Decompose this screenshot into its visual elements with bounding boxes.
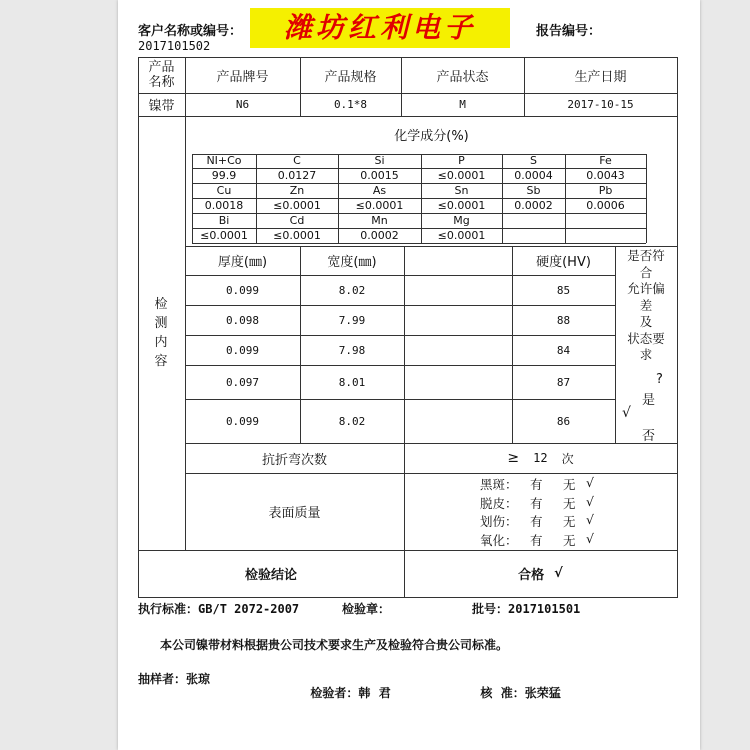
- inspector-name: 韩 君: [358, 686, 391, 700]
- conformity-no: 否: [642, 429, 656, 444]
- dim-thickness-cell: 0.099: [225, 414, 260, 428]
- surface-item-check: √: [586, 512, 594, 527]
- bend-symbol: ≥: [507, 450, 520, 466]
- sampler-name: 张琼: [186, 672, 211, 686]
- chem-element-value: 0.0043: [586, 169, 625, 182]
- surface-item-yes: 有: [530, 514, 543, 529]
- conformity-check: √: [622, 405, 631, 421]
- approver-name: 张荣猛: [524, 686, 561, 700]
- batch-line: [472, 600, 580, 617]
- product-date-value: 2017-10-15: [567, 98, 634, 111]
- product-name-value: 镍带: [148, 99, 175, 114]
- approver-line: [472, 670, 561, 701]
- dim-hardness-cell: 85: [556, 283, 571, 297]
- bend-label: 抗折弯次数: [261, 452, 327, 468]
- customer-label: 客户名称或编号：: [138, 24, 243, 39]
- chem-element-value: 0.0002: [360, 229, 399, 242]
- conformity-yes: 是: [642, 393, 656, 408]
- surface-item-no: 无: [563, 532, 576, 548]
- chem-element-value: ≤0.0001: [437, 199, 486, 212]
- surface-item-yes: 有: [530, 495, 543, 511]
- col-header-state: 产品状态: [436, 69, 489, 85]
- chem-element-value: 0.0015: [360, 169, 399, 182]
- bend-value: [404, 443, 677, 473]
- customer-stamp: 潍坊红利电子: [250, 8, 510, 48]
- chem-element-label: Cu: [216, 184, 232, 197]
- surface-label: 表面质量: [268, 506, 321, 521]
- surface-item-no: 无: [563, 495, 576, 511]
- conclusion-value: [404, 550, 677, 597]
- chem-element-label: As: [372, 184, 387, 197]
- inspection-side-label: 检 测 内 容: [154, 297, 168, 369]
- product-brand-value: N6: [235, 98, 250, 111]
- surface-item-name: 氧化：: [480, 532, 518, 548]
- surface-item-check: √: [586, 475, 594, 490]
- inspector-label: 检验者：: [310, 686, 359, 700]
- report-number-label: 报告编号：: [536, 24, 602, 39]
- conclusion-label: 检验结论: [244, 568, 297, 583]
- standard-line: [138, 600, 299, 617]
- chem-element-value: 0.0002: [514, 199, 553, 212]
- dim-hardness-cell: 87: [556, 375, 571, 389]
- surface-item-name: 黑斑：: [480, 477, 518, 492]
- chem-element-value: ≤0.0001: [437, 229, 486, 242]
- col-header-product-name: 产品 名称: [148, 60, 175, 90]
- seal-label: 检验章：: [342, 602, 391, 616]
- standard-label: 执行标准：: [138, 602, 199, 616]
- surface-item-yes: 有: [530, 477, 543, 492]
- batch-value: 2017101501: [508, 602, 581, 616]
- conclusion-check: √: [554, 566, 563, 581]
- surface-item-no: 无: [563, 477, 576, 492]
- chem-element-label: Mg: [453, 214, 470, 227]
- dim-hardness-cell: 88: [556, 313, 571, 327]
- bend-unit: 次: [561, 451, 574, 466]
- surface-item-yes: 有: [530, 532, 543, 548]
- chem-element-value: 99.9: [211, 169, 237, 182]
- dim-thickness-cell: 0.098: [225, 313, 260, 327]
- chem-element-label: Si: [374, 154, 385, 167]
- dim-thickness-cell: 0.099: [225, 343, 260, 357]
- chem-element-value: ≤0.0001: [200, 229, 248, 242]
- inspector-line: [302, 670, 391, 701]
- conformity-question: 是否符 合 允许偏 差 及 状态要 求: [627, 248, 665, 362]
- chem-element-label: Sb: [526, 184, 541, 197]
- chem-element-label: C: [293, 154, 301, 167]
- hardness-header: 硬度(HV): [536, 255, 591, 270]
- chem-element-value: 0.0006: [586, 199, 625, 212]
- thickness-header: 厚度(㎜): [217, 255, 268, 270]
- sampler-label: 抽样者：: [138, 672, 187, 686]
- sampler-line: [138, 670, 210, 687]
- surface-item-name: 划伤：: [480, 514, 518, 529]
- bend-count: 12: [533, 451, 548, 465]
- dim-thickness-cell: 0.099: [225, 283, 260, 297]
- dim-thickness-cell: 0.097: [225, 375, 260, 389]
- chem-element-value: 0.0018: [204, 199, 244, 212]
- approver-label: 核 准：: [480, 686, 525, 700]
- dim-width-cell: 7.99: [338, 313, 366, 327]
- width-header: 宽度(㎜): [327, 255, 377, 270]
- chem-element-label: Pb: [598, 184, 613, 197]
- standard-value: GB/T 2072-2007: [198, 602, 300, 616]
- chem-element-value: ≤0.0001: [273, 199, 321, 212]
- chem-element-value: 0.0004: [514, 169, 553, 182]
- chem-element-label: Cd: [289, 214, 305, 227]
- chem-element-label: Mn: [371, 214, 388, 227]
- chem-element-label: P: [458, 154, 465, 167]
- chem-element-value: ≤0.0001: [273, 229, 321, 242]
- dim-hardness-cell: 86: [556, 414, 571, 428]
- dim-width-cell: 8.01: [338, 375, 366, 389]
- conclusion-result: 合格: [518, 568, 545, 583]
- col-header-spec: 产品规格: [324, 69, 377, 85]
- chem-element-label: Fe: [599, 154, 612, 167]
- surface-item-check: √: [586, 493, 594, 509]
- chem-element-label: S: [530, 154, 537, 167]
- chem-element-label: Bi: [218, 214, 230, 227]
- compliance-statement: 本公司镍带材料根据贵公司技术要求生产及检验符合贵公司标准。: [160, 638, 509, 652]
- report-number: 2017101502: [138, 39, 211, 53]
- surface-item-check: √: [586, 530, 594, 546]
- col-header-brand: 产品牌号: [216, 69, 269, 85]
- product-state-value: M: [459, 98, 466, 111]
- surface-item-name: 脱皮：: [480, 495, 518, 511]
- chem-element-value: ≤0.0001: [355, 199, 404, 212]
- chem-element-value: ≤0.0001: [437, 169, 486, 182]
- dim-width-cell: 7.98: [338, 343, 366, 357]
- dim-width-cell: 8.02: [338, 283, 366, 297]
- chem-element-value: 0.0127: [277, 169, 317, 182]
- chem-element-label: NI+Co: [206, 154, 242, 167]
- batch-label: 批号：: [472, 602, 509, 616]
- chem-element-label: Zn: [289, 184, 305, 197]
- conformity-qmark: ?: [656, 372, 663, 387]
- chem-element-label: Sn: [454, 184, 469, 197]
- dim-width-cell: 8.02: [338, 414, 366, 428]
- col-header-date: 生产日期: [574, 69, 627, 85]
- surface-item-no: 无: [563, 514, 576, 529]
- chem-title: 化学成分(%): [394, 128, 469, 144]
- dim-hardness-cell: 84: [556, 343, 571, 357]
- product-spec-value: 0.1*8: [333, 98, 368, 111]
